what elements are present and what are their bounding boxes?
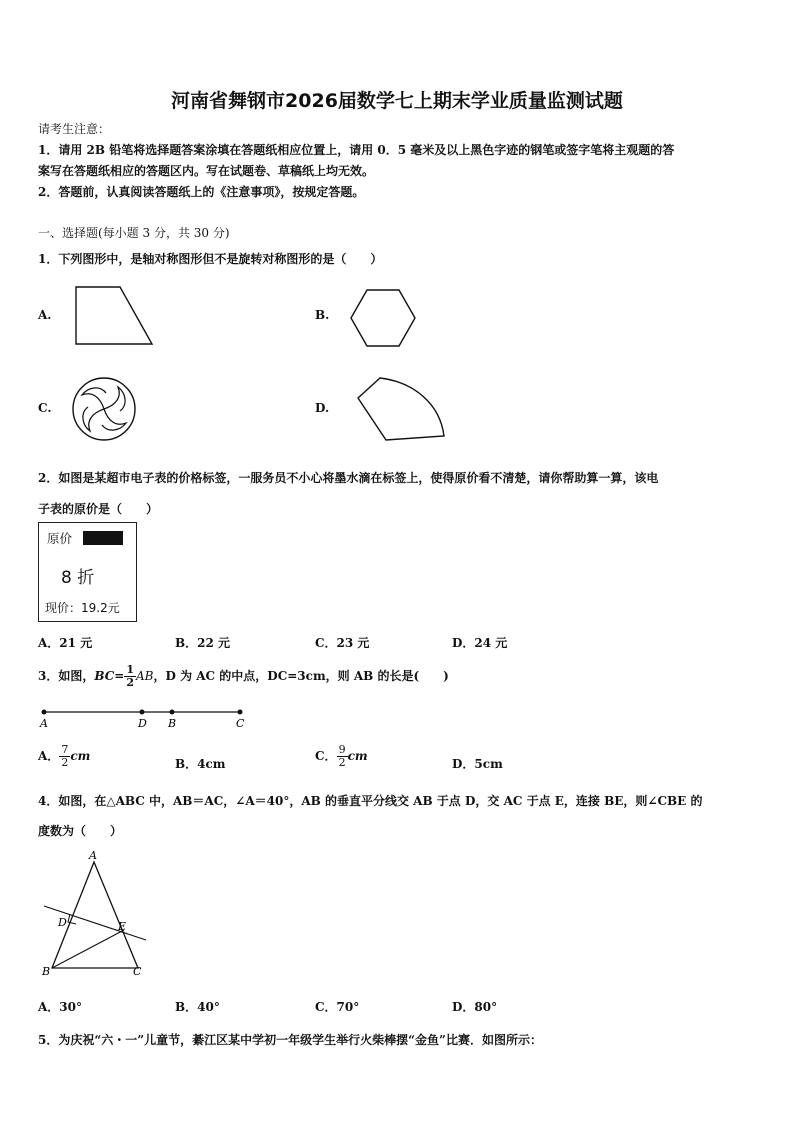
- q3-option-c-unit: cm: [347, 749, 368, 763]
- q3-fraction-den: 2: [126, 676, 134, 689]
- q2-option-c[interactable]: C．23 元: [315, 636, 370, 650]
- tag-discount: 8 折: [61, 568, 95, 588]
- q3-option-a-num: 7: [61, 743, 69, 756]
- ink-blot: [83, 531, 123, 545]
- q2-option-d[interactable]: D．24 元: [452, 636, 508, 650]
- q4-option-c[interactable]: C．70°: [315, 1000, 360, 1014]
- tri-point-a: A: [89, 849, 97, 862]
- q3-option-a-label: A．: [38, 749, 60, 763]
- notice-heading: 请考生注意：: [38, 122, 111, 136]
- q3-option-a-unit: cm: [70, 749, 91, 763]
- point-c-label: C: [236, 717, 245, 730]
- q4-option-a[interactable]: A．30°: [38, 1000, 83, 1014]
- q3-option-c-den: 2: [338, 756, 346, 769]
- q2-option-b[interactable]: B．22 元: [175, 636, 231, 650]
- tri-point-b: B: [42, 965, 51, 978]
- q3-prefix: 3．如图，: [38, 669, 95, 683]
- q3-option-a-den: 2: [61, 756, 69, 769]
- triangle-figure: [38, 848, 153, 980]
- segment-figure: [38, 704, 253, 730]
- notice-item-1-line-1: 1．请用 2B 铅笔将选择题答案涂填在答题纸相应位置上，请用 0．5 毫米及以上黑色字迹的钢笔或签字笔将主观题的答: [38, 143, 675, 157]
- q3-bc-eq: BC=: [94, 669, 125, 683]
- q3-option-c-fraction: [337, 744, 348, 769]
- question-5-stem: 5．为庆祝“六・一”儿童节，綦江区某中学初一年级学生举行火柴棒摆“金鱼”比赛．如图所示：: [38, 1033, 542, 1047]
- q3-option-c-num: 9: [338, 743, 346, 756]
- q3-ab: AB: [136, 669, 154, 683]
- q1-option-b-label[interactable]: B.: [315, 308, 330, 322]
- tag-current-price: 现价：19.2元: [45, 601, 120, 615]
- q3-stem-rest: ，D 为 AC 的中点，DC=3cm，则 AB 的长是( ): [153, 669, 449, 683]
- tri-point-d: D: [58, 916, 67, 929]
- point-d-label: D: [138, 717, 147, 730]
- tri-point-c: C: [133, 965, 142, 978]
- question-2-stem-line-2: 子表的原价是（ ）: [38, 502, 159, 516]
- q3-option-c-label: C．: [315, 749, 337, 763]
- trapezoid-figure: [70, 284, 160, 348]
- q1-option-c-label[interactable]: C.: [38, 401, 52, 415]
- sector-figure: [352, 374, 448, 444]
- q3-fraction-num: 1: [126, 663, 134, 676]
- q3-option-c[interactable]: [315, 744, 368, 769]
- q3-fraction: [124, 664, 136, 689]
- question-3-stem: [38, 664, 449, 689]
- tri-point-e: E: [118, 920, 127, 933]
- page-title: 河南省舞钢市2026届数学七上期末学业质量监测试题: [171, 90, 623, 112]
- q2-option-a[interactable]: A．21 元: [38, 636, 93, 650]
- section-heading: 一、选择题(每小题 3 分，共 30 分): [38, 226, 230, 240]
- q4-option-d[interactable]: D．80°: [452, 1000, 498, 1014]
- question-2-stem-line-1: 2．如图是某超市电子表的价格标签，一服务员不小心将墨水滴在标签上，使得原价看不清楚，请你帮助算一算，该电: [38, 471, 659, 485]
- question-1-stem: 1．下列图形中，是轴对称图形但不是旋转对称图形的是（ ）: [38, 252, 383, 266]
- q3-option-a[interactable]: [38, 744, 90, 769]
- q1-option-a-label[interactable]: A.: [38, 308, 52, 322]
- notice-item-1-line-2: 案写在答题纸相应的答题区内。写在试题卷、草稿纸上均无效。: [38, 164, 375, 178]
- q3-option-b[interactable]: B．4cm: [175, 757, 226, 771]
- notice-item-2: 2．答题前，认真阅读答题纸上的《注意事项》，按规定答题。: [38, 185, 365, 199]
- q3-option-d[interactable]: D．5cm: [452, 757, 503, 771]
- point-a-label: A: [40, 717, 48, 730]
- point-b-label: B: [168, 717, 177, 730]
- tag-original-label: 原价: [47, 531, 73, 546]
- price-tag: [38, 522, 137, 622]
- q1-option-d-label[interactable]: D.: [315, 401, 330, 415]
- question-4-stem-line-1: 4．如图，在△ABC 中，AB＝AC，∠A＝40°，AB 的垂直平分线交 AB 于点 D，交 AC 于点 E，连接 BE，则∠CBE 的: [38, 794, 703, 808]
- pinwheel-circle-figure: [70, 375, 138, 443]
- q3-option-a-fraction: [59, 744, 70, 769]
- question-4-stem-line-2: 度数为（ ）: [38, 824, 123, 838]
- hexagon-figure: [348, 287, 418, 349]
- q4-option-b[interactable]: B．40°: [175, 1000, 220, 1014]
